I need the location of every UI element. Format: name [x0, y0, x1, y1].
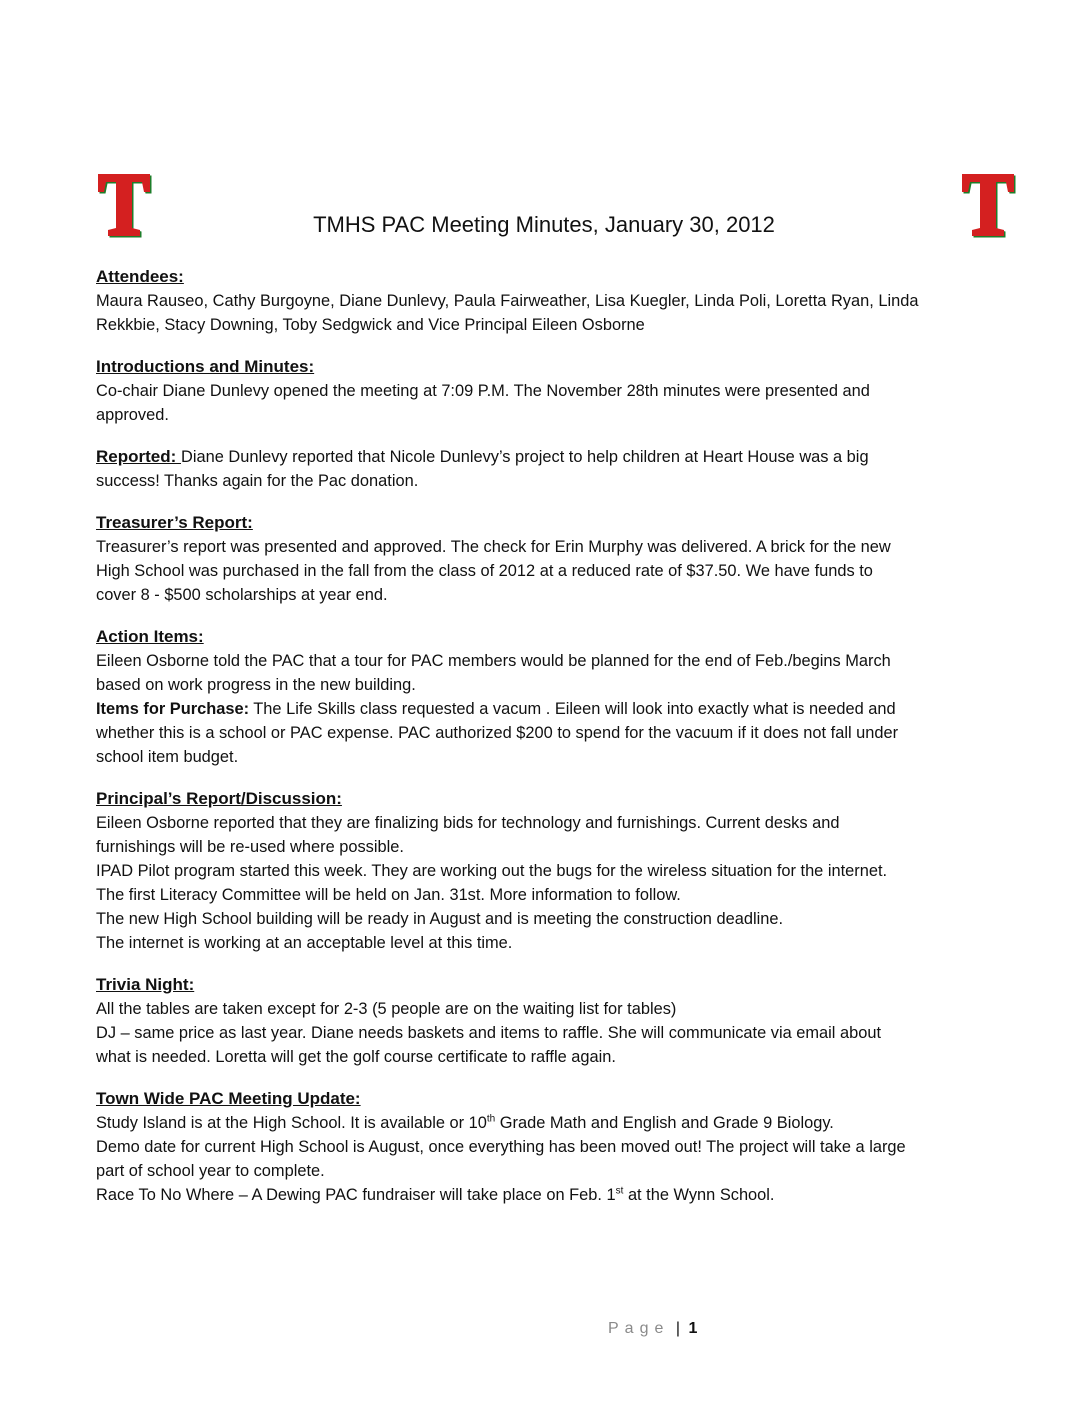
introductions-heading: Introductions and Minutes: — [96, 357, 315, 376]
page-label: Page — [608, 1320, 670, 1337]
paragraph-line: Eileen Osborne reported that they are finalizing bids for technology and furnishings. Current desks and — [96, 814, 840, 832]
action-items-section — [96, 625, 996, 769]
ordinal-suffix: st — [615, 1185, 624, 1197]
trivia-heading: Trivia Night: — [96, 975, 195, 994]
principal-heading: Principal’s Report/Discussion: — [96, 789, 342, 808]
paragraph-line: High School was purchased in the fall from the class of 2012 at a reduced rate of $37.50. We have funds to — [96, 562, 873, 580]
paragraph-line: part of school year to complete. — [96, 1162, 325, 1180]
townwide-section — [96, 1087, 996, 1207]
reported-heading: Reported: — [96, 447, 181, 466]
paragraph-line: Eileen Osborne told the PAC that a tour for PAC members would be planned for the end of Feb./begins March — [96, 652, 891, 670]
paragraph-line: furnishings will be re-used where possible. — [96, 838, 404, 856]
text-fragment: at the Wynn School. — [623, 1186, 775, 1204]
paragraph-line: The new High School building will be ready in August and is meeting the construction deadline. — [96, 910, 784, 928]
purchase-first-line — [96, 697, 996, 721]
paragraph-line — [96, 1183, 996, 1207]
paragraph-line: The first Literacy Committee will be held on Jan. 31st. More information to follow. — [96, 886, 681, 904]
paragraph-line: Demo date for current High School is August, once everything has been moved out! The project will take a large — [96, 1138, 906, 1156]
attendees-heading: Attendees: — [96, 267, 184, 286]
paragraph-line: what is needed. Loretta will get the golf course certificate to raffle again. — [96, 1048, 616, 1066]
reported-first-line — [96, 445, 996, 469]
paragraph-line: The internet is working at an acceptable level at this time. — [96, 934, 513, 952]
paragraph-line: DJ – same price as last year. Diane needs baskets and items to raffle. She will communicate via email about — [96, 1024, 882, 1042]
purchase-text: The Life Skills class requested a vacum . Eileen will look into exactly what is needed and — [249, 700, 896, 718]
paragraph-line: Co-chair Diane Dunlevy opened the meeting at 7:09 P.M. The November 28th minutes were presented and — [96, 382, 870, 400]
paragraph-line: school item budget. — [96, 748, 239, 766]
introductions-section — [96, 355, 996, 427]
paragraph-line: Rekkbie, Stacy Downing, Toby Sedgwick and Vice Principal Eileen Osborne — [96, 316, 645, 334]
page-footer — [608, 1320, 697, 1338]
paragraph-line: Treasurer’s report was presented and approved. The check for Erin Murphy was delivered. A brick for the new — [96, 538, 891, 556]
paragraph-line: Maura Rauseo, Cathy Burgoyne, Diane Dunlevy, Paula Fairweather, Lisa Kuegler, Linda Poli, Loretta Ryan, Linda — [96, 292, 919, 310]
attendees-section — [96, 265, 996, 337]
text-fragment: Study Island is at the High School. It is available or 10 — [96, 1114, 487, 1132]
paragraph-line: All the tables are taken except for 2-3 (5 people are on the waiting list for tables) — [96, 1000, 677, 1018]
townwide-heading: Town Wide PAC Meeting Update: — [96, 1089, 361, 1108]
ordinal-suffix: th — [486, 1113, 496, 1125]
paragraph-line: approved. — [96, 406, 169, 424]
action-items-heading: Action Items: — [96, 627, 204, 646]
purchase-label: Items for Purchase: — [96, 700, 250, 718]
text-fragment: Grade Math and English and Grade 9 Biology. — [495, 1114, 834, 1132]
reported-text: Diane Dunlevy reported that Nicole Dunlevy’s project to help children at Heart House was a big — [181, 448, 869, 466]
trivia-section — [96, 973, 996, 1069]
treasurer-heading: Treasurer’s Report: — [96, 513, 253, 532]
page-number: 1 — [688, 1320, 698, 1337]
reported-section — [96, 445, 996, 493]
page-separator: | — [675, 1320, 680, 1337]
text-fragment: Race To No Where – A Dewing PAC fundraiser will take place on Feb. 1 — [96, 1186, 616, 1204]
paragraph-line: IPAD Pilot program started this week. They are working out the bugs for the wireless situation for the internet. — [96, 862, 888, 880]
principal-section — [96, 787, 996, 955]
treasurer-section — [96, 511, 996, 607]
document-title: TMHS PAC Meeting Minutes, January 30, 2012 — [313, 212, 775, 237]
paragraph-line: cover 8 - $500 scholarships at year end. — [96, 586, 388, 604]
paragraph-line: whether this is a school or PAC expense. PAC authorized $200 to spend for the vacuum if it does not fall under — [96, 724, 899, 742]
paragraph-line: based on work progress in the new building. — [96, 676, 416, 694]
minutes-body — [96, 265, 996, 1225]
paragraph-line — [96, 1111, 996, 1135]
paragraph-line: success! Thanks again for the Pac donation. — [96, 472, 419, 490]
